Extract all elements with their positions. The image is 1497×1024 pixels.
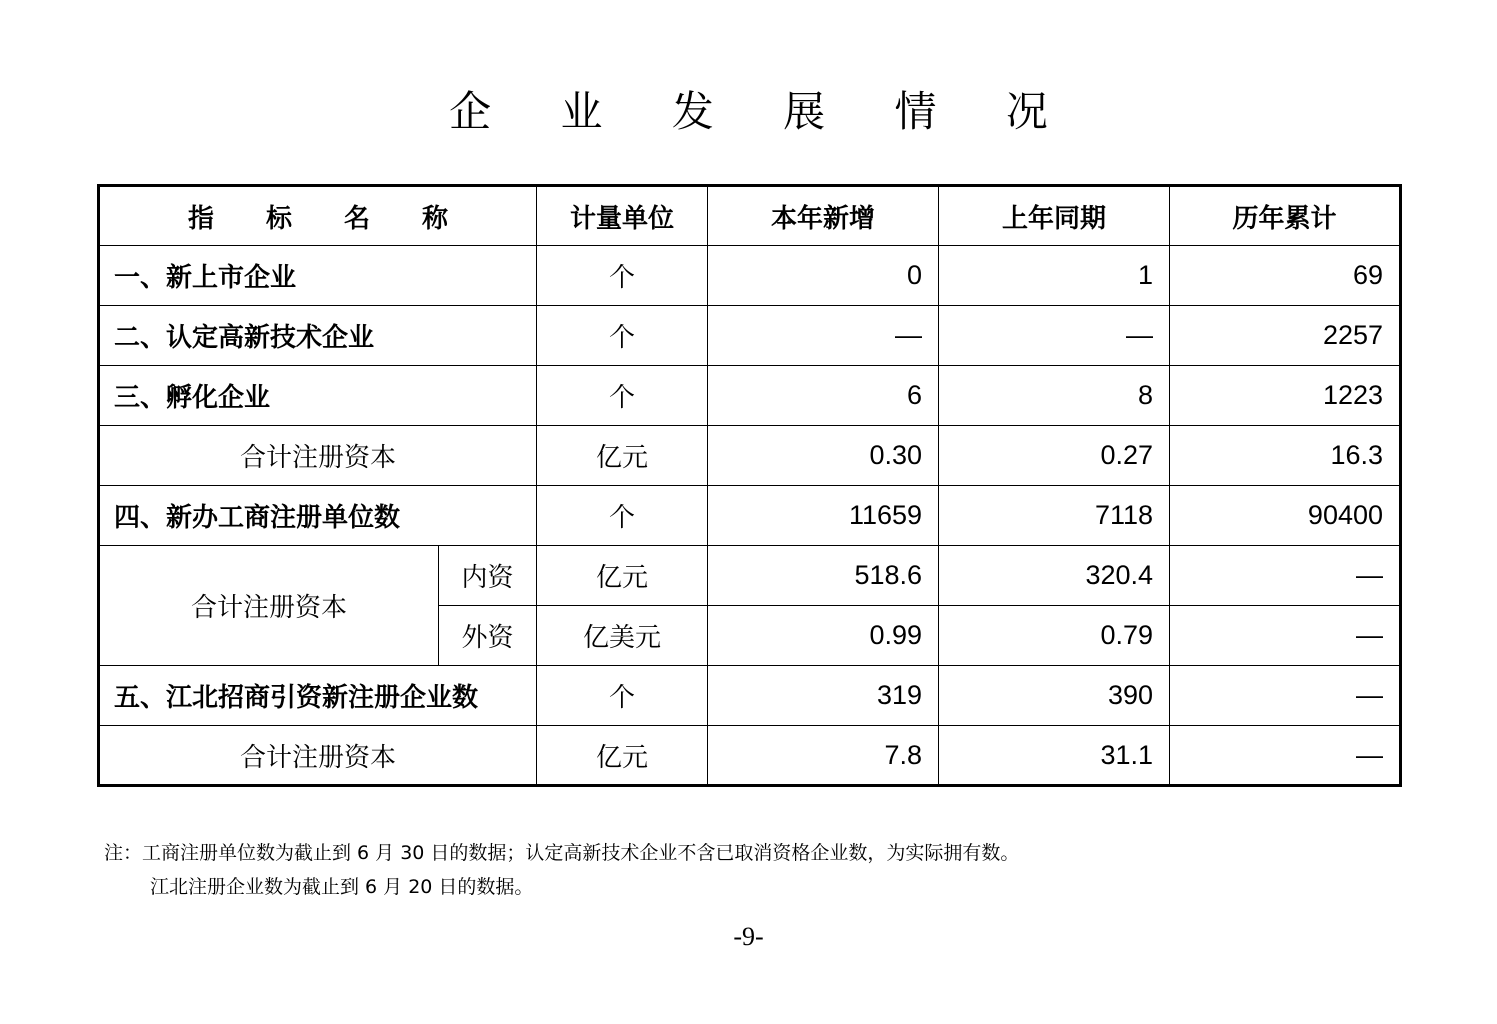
row-label: 合计注册资本 xyxy=(99,726,537,786)
row-label: 三、孵化企业 xyxy=(99,366,537,426)
row-unit: 亿元 xyxy=(537,546,708,606)
row-cumulative: — xyxy=(1170,726,1401,786)
row-current: 0 xyxy=(708,246,939,306)
table-row xyxy=(99,666,1401,726)
table-row xyxy=(99,246,1401,306)
row-cumulative: 16.3 xyxy=(1170,426,1401,486)
row-cumulative: 1223 xyxy=(1170,366,1401,426)
footnote-line-1: 注：工商注册单位数为截止到 6 月 30 日的数据；认定高新技术企业不含已取消资格企业数，为实际拥有数。 xyxy=(104,842,1020,864)
table-row xyxy=(99,546,1401,606)
row-sublabel-domestic: 内资 xyxy=(439,546,537,606)
page-title: 企 业 发 展 情 况 xyxy=(449,87,1076,136)
row-unit: 个 xyxy=(537,666,708,726)
row-current: 7.8 xyxy=(708,726,939,786)
row-unit: 个 xyxy=(537,366,708,426)
header-current-year: 本年新增 xyxy=(708,186,939,246)
row-current: 11659 xyxy=(708,486,939,546)
row-unit: 亿元 xyxy=(537,426,708,486)
header-cumulative: 历年累计 xyxy=(1170,186,1401,246)
row-unit: 个 xyxy=(537,486,708,546)
row-label: 一、新上市企业 xyxy=(99,246,537,306)
row-cumulative: 90400 xyxy=(1170,486,1401,546)
row-label: 五、江北招商引资新注册企业数 xyxy=(99,666,537,726)
row-label: 二、认定高新技术企业 xyxy=(99,306,537,366)
table-row xyxy=(99,306,1401,366)
row-cumulative: 69 xyxy=(1170,246,1401,306)
row-last-year: 0.27 xyxy=(939,426,1170,486)
row-current: 6 xyxy=(708,366,939,426)
row-current: 0.30 xyxy=(708,426,939,486)
row-unit: 亿美元 xyxy=(537,606,708,666)
row-cumulative: — xyxy=(1170,606,1401,666)
table-header-row xyxy=(99,186,1401,246)
header-last-year: 上年同期 xyxy=(939,186,1170,246)
enterprise-development-table xyxy=(97,184,1402,787)
row-last-year: — xyxy=(939,306,1170,366)
table-row xyxy=(99,366,1401,426)
row-last-year: 320.4 xyxy=(939,546,1170,606)
row-sublabel-foreign: 外资 xyxy=(439,606,537,666)
row-last-year: 1 xyxy=(939,246,1170,306)
row-current: 518.6 xyxy=(708,546,939,606)
row-cumulative: — xyxy=(1170,666,1401,726)
footnote-line-2: 江北注册企业数为截止到 6 月 20 日的数据。 xyxy=(150,876,534,898)
row-current: 319 xyxy=(708,666,939,726)
row-label: 合计注册资本 xyxy=(99,546,439,666)
row-label: 四、新办工商注册单位数 xyxy=(99,486,537,546)
row-cumulative: 2257 xyxy=(1170,306,1401,366)
table-row xyxy=(99,486,1401,546)
row-unit: 个 xyxy=(537,246,708,306)
table-row xyxy=(99,726,1401,786)
row-cumulative: — xyxy=(1170,546,1401,606)
row-last-year: 8 xyxy=(939,366,1170,426)
row-current: 0.99 xyxy=(708,606,939,666)
row-label: 合计注册资本 xyxy=(99,426,537,486)
row-last-year: 0.79 xyxy=(939,606,1170,666)
row-last-year: 7118 xyxy=(939,486,1170,546)
header-unit: 计量单位 xyxy=(537,186,708,246)
page-number: -9- xyxy=(733,922,764,951)
header-indicator-name: 指标名称 xyxy=(99,186,537,246)
row-unit: 亿元 xyxy=(537,726,708,786)
footnotes xyxy=(104,836,1019,904)
table-row xyxy=(99,426,1401,486)
row-last-year: 390 xyxy=(939,666,1170,726)
row-unit: 个 xyxy=(537,306,708,366)
row-current: — xyxy=(708,306,939,366)
row-last-year: 31.1 xyxy=(939,726,1170,786)
